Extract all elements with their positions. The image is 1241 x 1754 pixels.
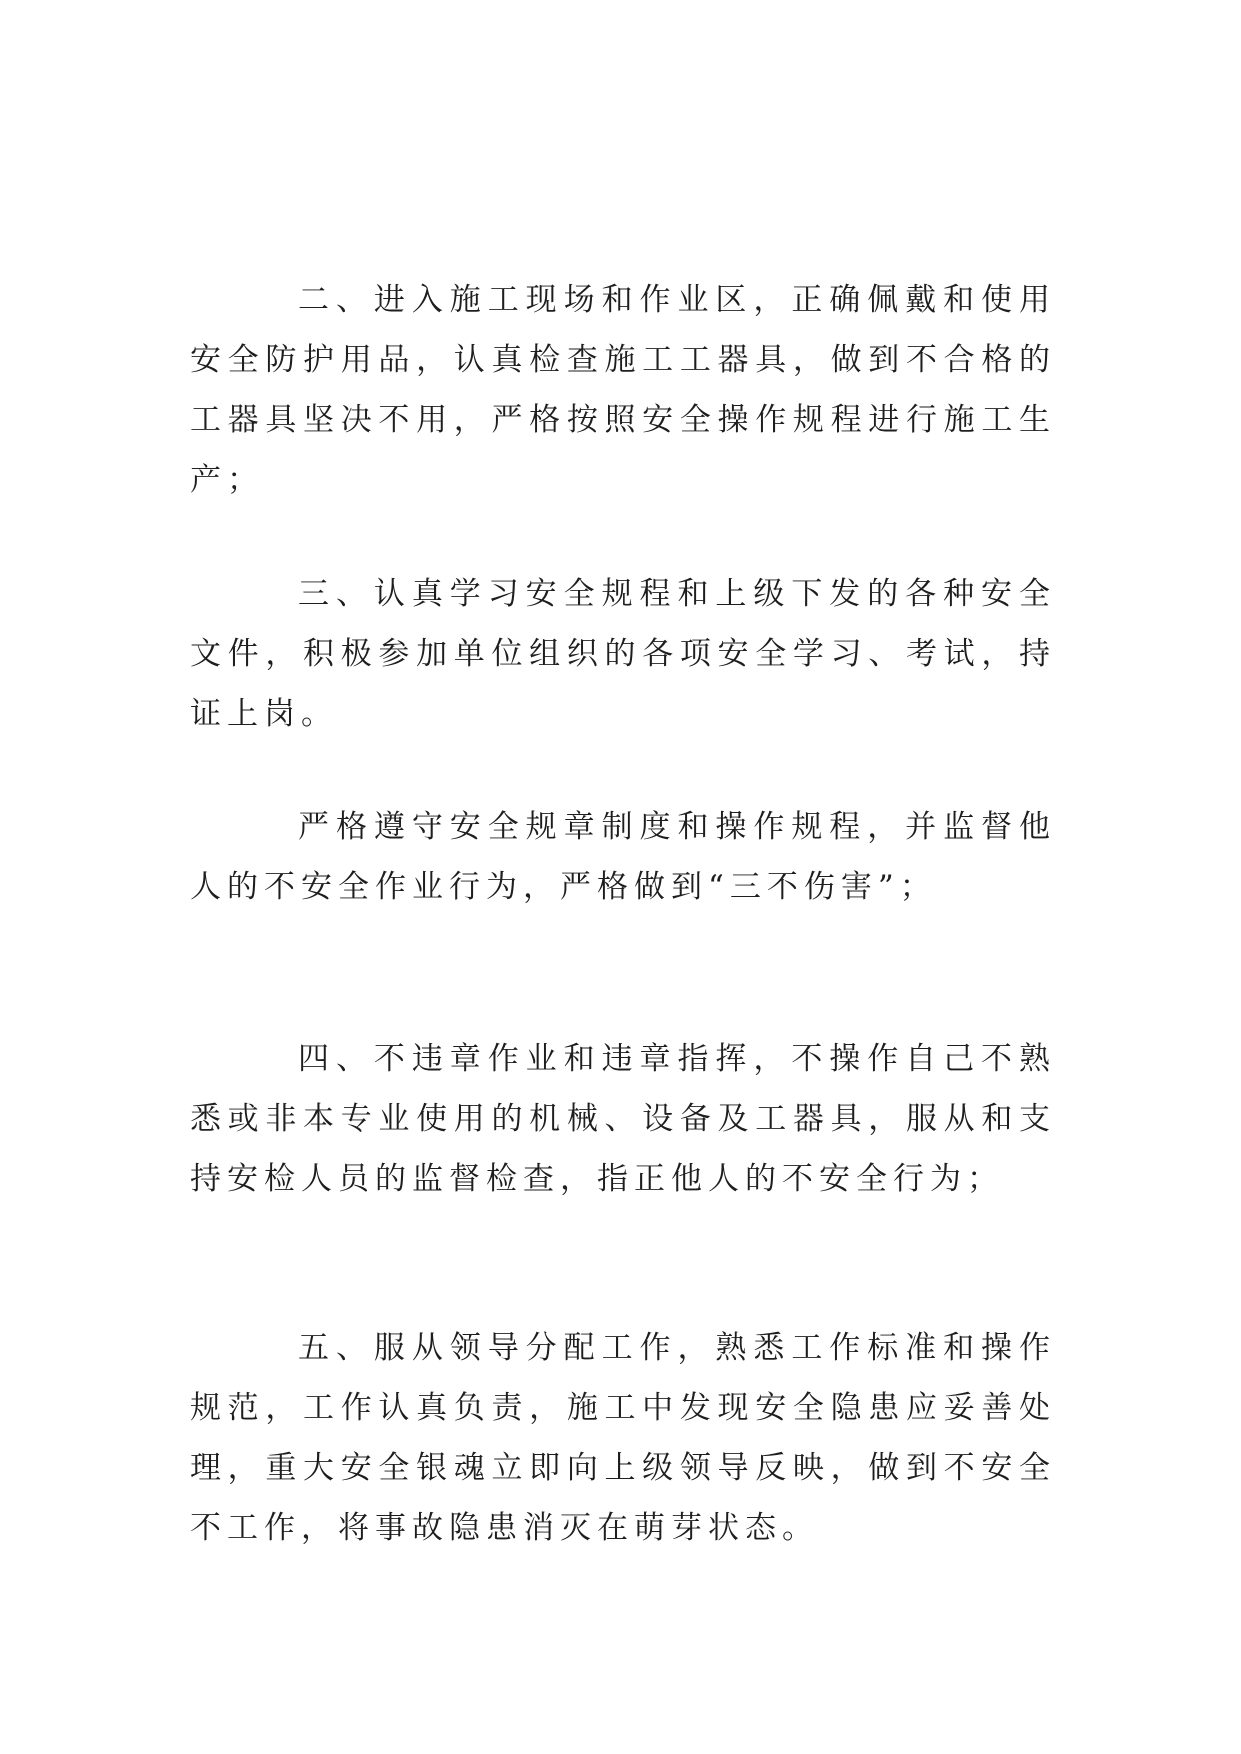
paragraph-rules-compliance: 严格遵守安全规章制度和操作规程，并监督他人的不安全作业行为，严格做到“三不伤害”；	[190, 809, 1056, 905]
paragraph-4-no-violations: 四、不违章作业和违章指挥，不操作自己不熟悉或非本专业使用的机械、设备及工器具，服从和支持安检人员的监督检查，指正他人的不安全行为；	[190, 1041, 1056, 1197]
paragraph-2-ppe-usage: 二、进入施工现场和作业区，正确佩戴和使用安全防护用品，认真检查施工工器具，做到不合格的工器具坚决不用，严格按照安全操作规程进行施工生产；	[190, 282, 1056, 498]
paragraph-3-safety-study: 三、认真学习安全规程和上级下发的各种安全文件，积极参加单位组织的各项安全学习、考试，持证上岗。	[190, 576, 1056, 732]
paragraph-5-obey-assignments: 五、服从领导分配工作，熟悉工作标准和操作规范，工作认真负责，施工中发现安全隐患应妥善处理，重大安全银魂立即向上级领导反映，做到不安全不工作，将事故隐患消灭在萌芽状态。	[190, 1330, 1056, 1546]
